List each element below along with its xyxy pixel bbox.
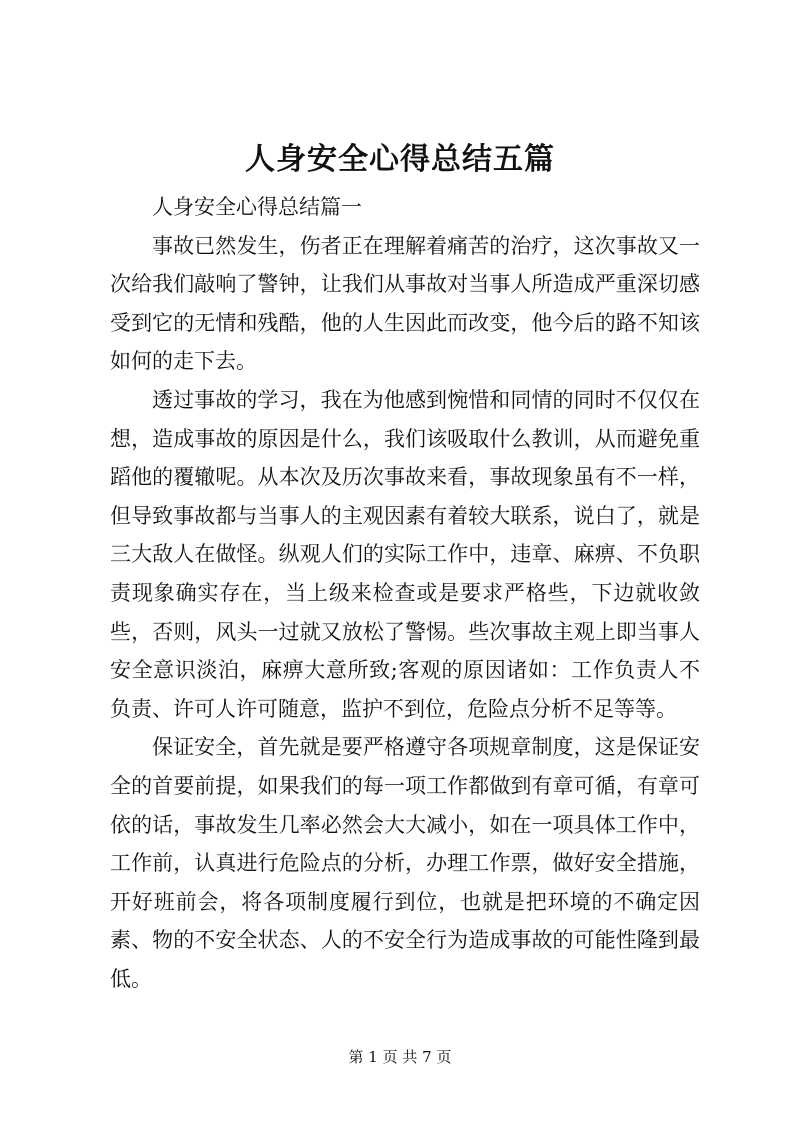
- document-body: [110, 188, 700, 998]
- paragraph: 保证安全，首先就是要严格遵守各项规章制度，这是保证安全的首要前提，如果我们的每一项工作都做到有章可循，有章可依的话，事故发生几率必然会大大减小，如在一项具体工作中，工作前，认真进行危险点的分析，办理工作票，做好安全措施，开好班前会，将各项制度履行到位，也就是把环境的不确定因素、物的不安全状态、人的不安全行为造成事故的可能性隆到最低。: [110, 735, 700, 991]
- paragraph: 透过事故的学习，我在为他感到惋惜和同情的同时不仅仅在想，造成事故的原因是什么，我们该吸取什么教训，从而避免重蹈他的覆辙呢。从本次及历次事故来看，事故现象虽有不一样，但导致事故都与当事人的主观因素有着较大联系，说白了，就是三大敌人在做怪。纵观人们的实际工作中，违章、麻痹、不负职责现象确实存在，当上级来检查或是要求严格些，下边就收敛些，否则，风头一过就又放松了警惕。些次事故主观上即当事人安全意识淡泊，麻痹大意所致;客观的原因诸如：工作负责人不负责、许可人许可随意，监护不到位，危险点分析不足等等。: [110, 387, 700, 721]
- section-heading: 人身安全心得总结篇一: [152, 195, 362, 219]
- document-title: 人身安全心得总结五篇: [245, 142, 555, 177]
- paragraph: 事故已然发生，伤者正在理解着痛苦的治疗，这次事故又一次给我们敲响了警钟，让我们从事故对当事人所造成严重深切感受到它的无情和残酷，他的人生因此而改变，他今后的路不知该如何的走下去。: [110, 233, 700, 374]
- page-number-footer: 第 1 页 共 7 页: [348, 1048, 452, 1066]
